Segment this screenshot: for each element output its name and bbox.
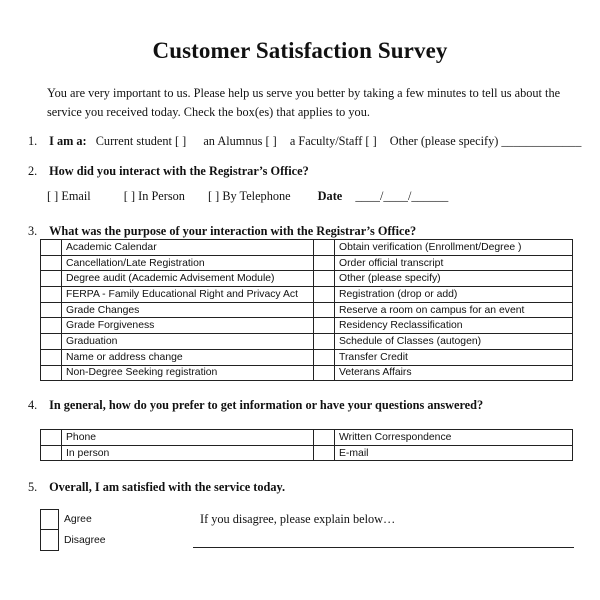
intro-text: You are very important to us. Please help us serve you better by taking a few minutes to tell us about the service you received today. Check the box(es) that applies to you.	[47, 86, 561, 119]
q2-option-telephone[interactable]: [ ] By Telephone	[208, 189, 291, 203]
question-4	[28, 398, 483, 413]
checkbox-cell[interactable]	[314, 430, 335, 446]
option-label: Academic Calendar	[62, 240, 314, 256]
question-3-label: What was the purpose of your interaction with the Registrar’s Office?	[49, 224, 417, 238]
option-label: Phone	[62, 430, 314, 446]
checkbox-cell[interactable]	[314, 287, 335, 303]
question-2-label: How did you interact with the Registrar’s Office?	[49, 164, 309, 178]
question-1-number: 1.	[28, 134, 38, 148]
disagree-label: Disagree	[64, 535, 106, 546]
question-2	[28, 164, 309, 179]
q1-option-current-student[interactable]: Current student [ ]	[95, 134, 187, 148]
checkbox-cell[interactable]	[41, 240, 62, 256]
explain-line[interactable]	[193, 547, 574, 548]
option-label: Grade Forgiveness	[62, 318, 314, 334]
option-label: E-mail	[335, 445, 573, 461]
agree-label: Agree	[64, 514, 92, 525]
q1-option-other[interactable]: Other (please specify) _____________	[389, 134, 582, 148]
table-row	[41, 349, 573, 365]
option-label: Non-Degree Seeking registration	[62, 365, 314, 381]
checkbox-cell[interactable]	[314, 302, 335, 318]
question-5-label: Overall, I am satisfied with the service today.	[49, 480, 286, 494]
table-row	[41, 271, 573, 287]
table-row	[41, 302, 573, 318]
option-label: Registration (drop or add)	[335, 287, 573, 303]
checkbox-cell[interactable]	[314, 240, 335, 256]
option-label: Obtain verification (Enrollment/Degree )	[335, 240, 573, 256]
checkbox-cell[interactable]	[41, 349, 62, 365]
table-row	[41, 365, 573, 381]
option-label: Veterans Affairs	[335, 365, 573, 381]
option-label: Cancellation/Late Registration	[62, 255, 314, 271]
option-label: Other (please specify)	[335, 271, 573, 287]
checkbox-cell[interactable]	[41, 445, 62, 461]
option-label: Schedule of Classes (autogen)	[335, 334, 573, 350]
option-label: In person	[62, 445, 314, 461]
disagree-checkbox[interactable]	[40, 529, 59, 551]
q2-option-in-person[interactable]: [ ] In Person	[123, 189, 185, 203]
explain-prompt: If you disagree, please explain below…	[200, 512, 396, 526]
question-1	[28, 134, 581, 149]
q2-option-email[interactable]: [ ] Email	[47, 189, 91, 203]
option-label: Name or address change	[62, 349, 314, 365]
checkbox-cell[interactable]	[41, 430, 62, 446]
checkbox-cell[interactable]	[314, 318, 335, 334]
question-5	[28, 480, 285, 495]
option-label: Residency Reclassification	[335, 318, 573, 334]
checkbox-cell[interactable]	[41, 255, 62, 271]
option-label: Order official transcript	[335, 255, 573, 271]
question-4-label: In general, how do you prefer to get information or have your questions answered?	[49, 398, 484, 412]
question-3-number: 3.	[28, 224, 38, 238]
question-5-number: 5.	[28, 480, 38, 494]
option-label: Reserve a room on campus for an event	[335, 302, 573, 318]
q1-option-faculty-staff[interactable]: a Faculty/Staff [ ]	[289, 134, 377, 148]
checkbox-cell[interactable]	[314, 349, 335, 365]
table-row	[41, 445, 573, 461]
q1-option-alumnus[interactable]: an Alumnus [ ]	[203, 134, 277, 148]
question-3	[28, 224, 416, 239]
checkbox-cell[interactable]	[314, 255, 335, 271]
checkbox-cell[interactable]	[314, 445, 335, 461]
checkbox-cell[interactable]	[41, 318, 62, 334]
question-2-number: 2.	[28, 164, 38, 178]
table-row	[41, 287, 573, 303]
purpose-table	[40, 239, 573, 381]
option-label: FERPA - Family Educational Right and Privacy Act	[62, 287, 314, 303]
option-label: Degree audit (Academic Advisement Module)	[62, 271, 314, 287]
table-row	[41, 334, 573, 350]
q2-date-label: Date	[317, 189, 343, 203]
option-label: Graduation	[62, 334, 314, 350]
agree-checkbox[interactable]	[40, 509, 59, 531]
checkbox-cell[interactable]	[314, 365, 335, 381]
question-2-options	[47, 189, 448, 204]
option-label: Written Correspondence	[335, 430, 573, 446]
page-title: Customer Satisfaction Survey	[152, 38, 448, 63]
table-row	[41, 318, 573, 334]
checkbox-cell[interactable]	[41, 365, 62, 381]
q2-date-field[interactable]: ____/____/______	[355, 189, 449, 203]
checkbox-cell[interactable]	[314, 334, 335, 350]
checkbox-cell[interactable]	[41, 302, 62, 318]
option-label: Grade Changes	[62, 302, 314, 318]
checkbox-cell[interactable]	[41, 287, 62, 303]
table-row	[41, 240, 573, 256]
checkbox-cell[interactable]	[314, 271, 335, 287]
checkbox-cell[interactable]	[41, 271, 62, 287]
question-4-number: 4.	[28, 398, 38, 412]
table-row	[41, 430, 573, 446]
question-1-label: I am a:	[49, 134, 87, 148]
checkbox-cell[interactable]	[41, 334, 62, 350]
preference-table	[40, 429, 573, 461]
table-row	[41, 255, 573, 271]
option-label: Transfer Credit	[335, 349, 573, 365]
